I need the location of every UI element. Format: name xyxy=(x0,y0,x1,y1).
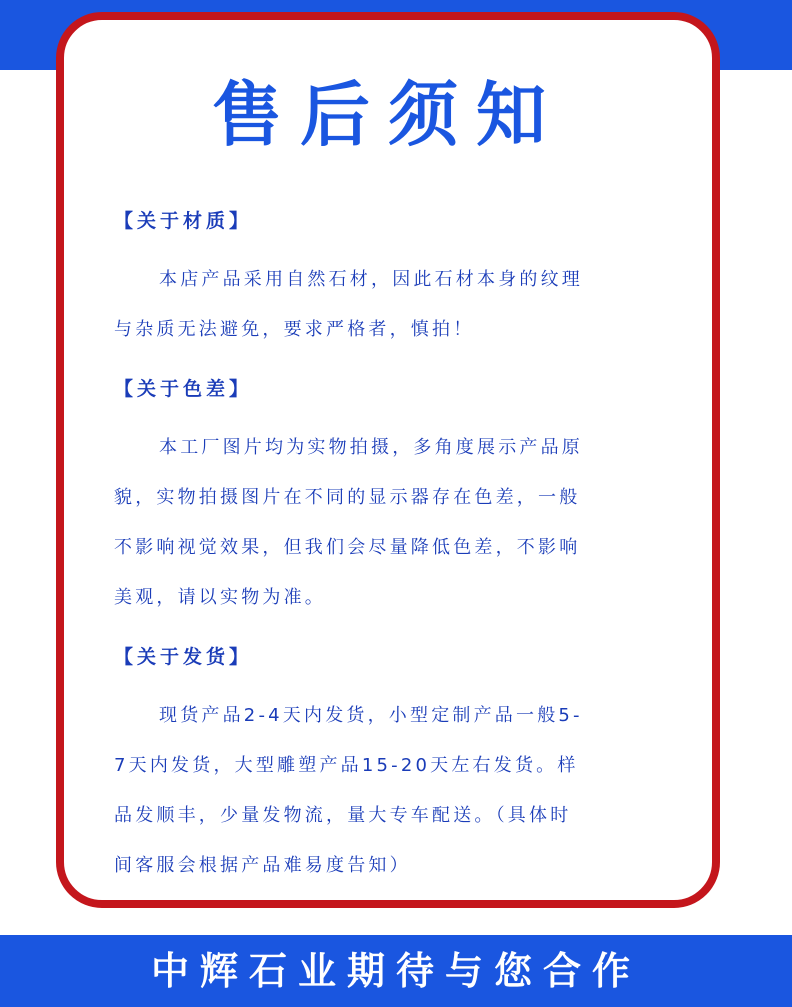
notice-card xyxy=(56,12,720,908)
section-shipping xyxy=(114,644,674,903)
text-line: 与杂质无法避免，要求严格者，慎拍！ xyxy=(114,319,475,340)
text-line: 现货产品2-4天内发货，小型定制产品一般5- xyxy=(159,705,583,726)
section-heading: 【关于材质】 xyxy=(114,210,253,232)
section-text xyxy=(114,242,674,367)
section-heading: 【关于发货】 xyxy=(114,646,253,668)
section-material xyxy=(114,208,674,367)
section-text xyxy=(114,678,674,903)
section-heading: 【关于色差】 xyxy=(114,378,253,400)
page-title: 售后须知 xyxy=(212,74,564,156)
text-line: 间客服会根据产品难易度告知） xyxy=(114,855,411,876)
notice-content xyxy=(114,208,674,908)
section-color-difference xyxy=(114,376,674,635)
bottom-blue-band xyxy=(0,935,792,1007)
text-line: 不影响视觉效果，但我们会尽量降低色差，不影响 xyxy=(114,537,581,558)
section-text xyxy=(114,410,674,635)
text-line: 本工厂图片均为实物拍摄，多角度展示产品原 xyxy=(159,437,583,458)
footer-slogan: 中辉石业期待与您合作 xyxy=(150,949,641,993)
text-line: 美观，请以实物为准。 xyxy=(114,587,326,608)
text-line: 品发顺丰，少量发物流，量大专车配送。（具体时 xyxy=(114,805,572,826)
text-line: 本店产品采用自然石材，因此石材本身的纹理 xyxy=(159,269,583,290)
text-line: 貌，实物拍摄图片在不同的显示器存在色差，一般 xyxy=(114,487,581,508)
text-line: 7天内发货，大型雕塑产品15-20天左右发货。样 xyxy=(114,755,579,776)
